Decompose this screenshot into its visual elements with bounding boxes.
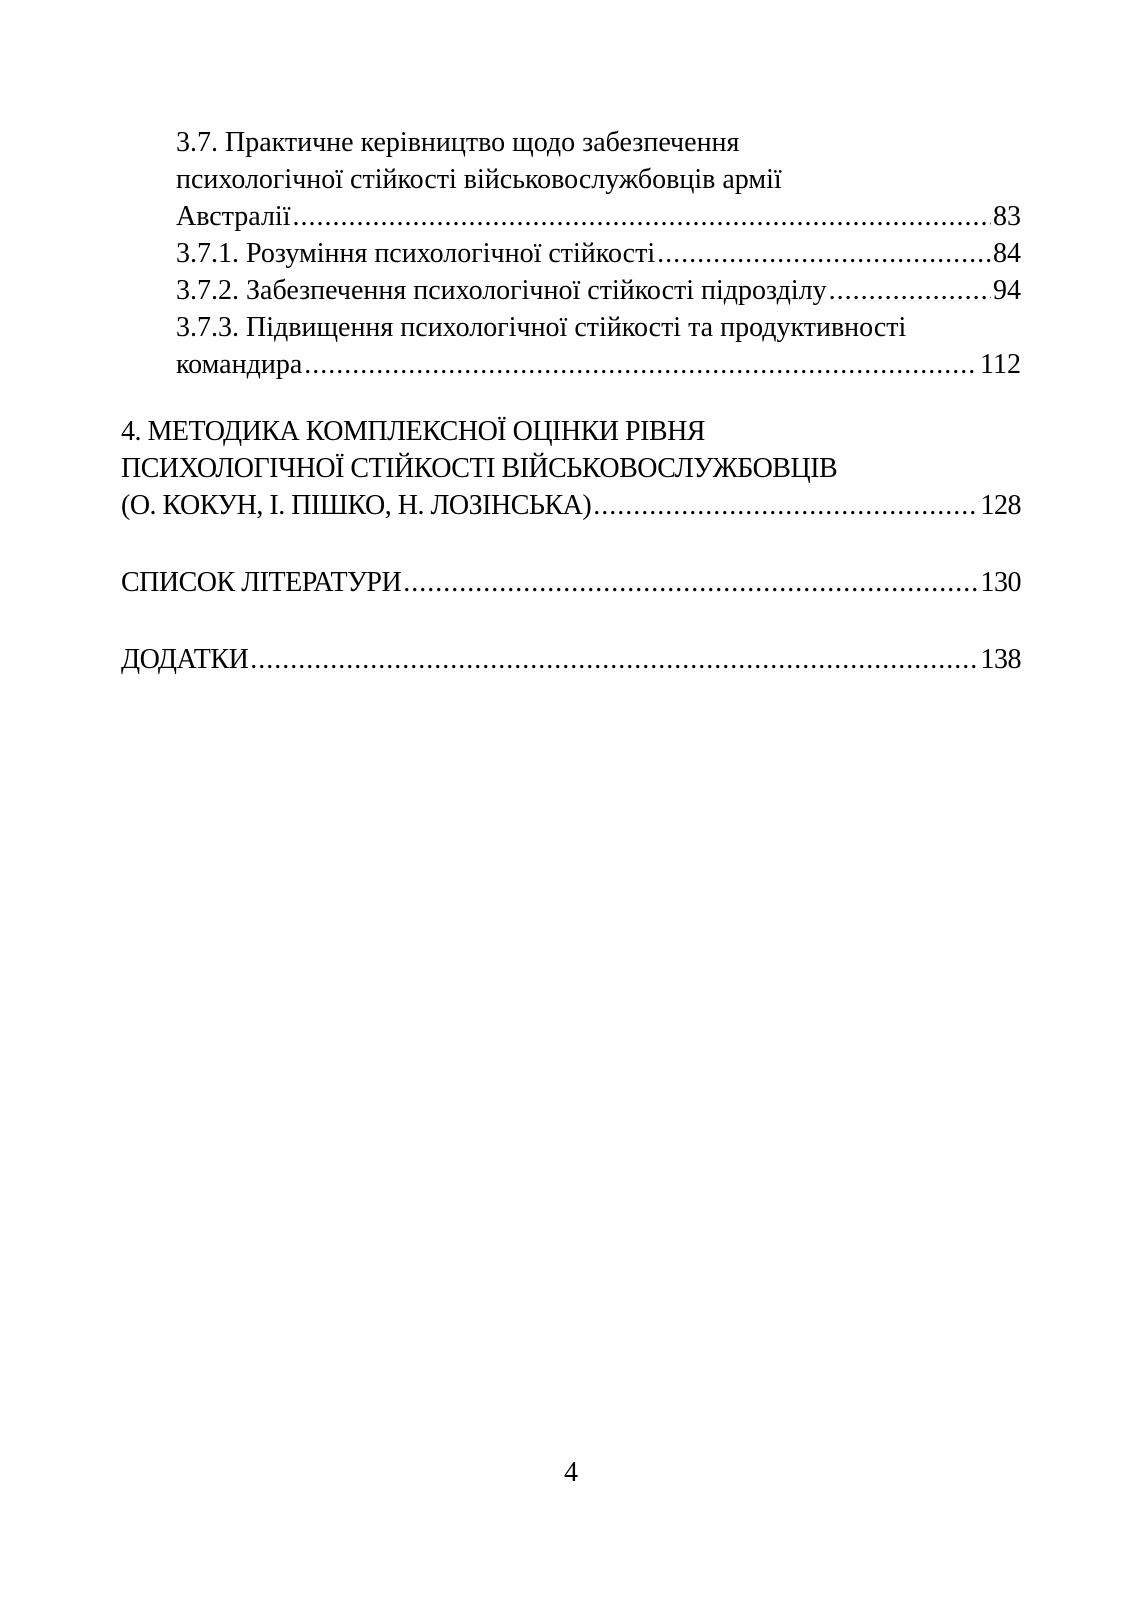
toc-page-number: 130 <box>980 567 1021 598</box>
toc-entry-line: 3.7.3. Підвищення психологічної стійкості та продуктивності <box>176 312 907 343</box>
page-number: 4 <box>564 1457 578 1488</box>
toc-entry-last-line <box>176 235 1021 272</box>
toc-entry-last-line <box>121 641 1021 678</box>
toc-page-number: 128 <box>980 490 1021 521</box>
toc-page-number: 94 <box>993 275 1021 306</box>
toc-page-number: 84 <box>993 238 1021 269</box>
dot-leader <box>657 235 991 272</box>
dot-leader <box>829 272 991 309</box>
toc-entry-last-line <box>176 346 1021 383</box>
toc-entry-title: Австралії <box>176 201 291 232</box>
toc-entry-last-line <box>121 487 1021 524</box>
dot-leader <box>403 564 978 601</box>
toc-entry-title: ДОДАТКИ <box>121 644 249 675</box>
toc-entry-title: 3.7.2. Забезпечення психологічної стійкості підрозділу <box>176 275 827 306</box>
toc-entry-line: 3.7. Практичне керівництво щодо забезпечення <box>176 127 740 158</box>
dot-leader <box>593 487 978 524</box>
toc-entry-title: (О. КОКУН, І. ПІШКО, Н. ЛОЗІНСЬКА) <box>121 490 592 521</box>
dot-leader <box>304 346 978 383</box>
dot-leader <box>293 198 992 235</box>
toc-entry-3-7-1[interactable] <box>176 235 1021 272</box>
toc-entry-line: ПСИХОЛОГІЧНОЇ СТІЙКОСТІ ВІЙСЬКОВОСЛУЖБОВЦІВ <box>121 453 838 484</box>
toc-entry-line: психологічної стійкості військовослужбовців армії <box>176 164 782 195</box>
toc-entry-title: командира <box>176 349 303 380</box>
toc-page-number: 138 <box>980 644 1021 675</box>
toc-entry-last-line <box>121 564 1021 601</box>
toc-entry-chapter-4[interactable] <box>121 413 1021 524</box>
toc-entry-title: СПИСОК ЛІТЕРАТУРИ <box>121 567 402 598</box>
toc-entry-3-7-3[interactable] <box>176 309 1021 383</box>
toc-entry-last-line <box>176 198 1021 235</box>
table-of-contents <box>121 124 1021 678</box>
toc-entry-3-7-2[interactable] <box>176 272 1021 309</box>
toc-entry-3-7[interactable] <box>176 124 1021 235</box>
toc-entry-line: 4. МЕТОДИКА КОМПЛЕКСНОЇ ОЦІНКИ РІВНЯ <box>121 416 705 447</box>
toc-page-number: 83 <box>993 201 1021 232</box>
dot-leader <box>250 641 978 678</box>
toc-entry-appendices[interactable] <box>121 641 1021 678</box>
toc-entry-title: 3.7.1. Розуміння психологічної стійкості <box>176 238 656 269</box>
toc-page-number: 112 <box>980 349 1021 380</box>
toc-entry-references[interactable] <box>121 564 1021 601</box>
toc-entry-last-line <box>176 272 1021 309</box>
